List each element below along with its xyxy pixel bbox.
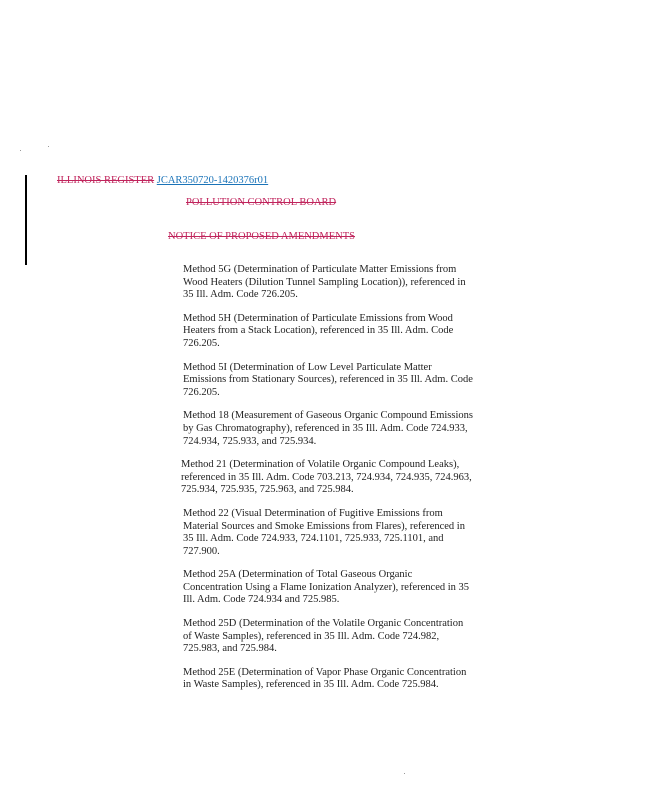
scan-speck xyxy=(48,146,49,147)
method-paragraph-5i: Method 5I (Determination of Low Level Particulate Matter Emissions from Stationary Sources), referenced in 35 Ill. Adm. Code 726.205. xyxy=(183,361,473,398)
scan-speck xyxy=(20,150,21,151)
method-paragraph-25d: Method 25D (Determination of the Volatile Organic Concentration of Waste Samples), referenced in 35 Ill. Adm. Code 724.982, 725.983, and 725.984. xyxy=(183,618,464,655)
method-list xyxy=(183,264,473,703)
method-paragraph-22: Method 22 (Visual Determination of Fugitive Emissions from Material Sources and Smoke Emissions from Flares), referenced in 35 Ill. Adm. Code 724.933, 724.1101, 725.933, 725.1101, and 727.900. xyxy=(183,507,465,557)
method-paragraph-25a: Method 25A (Determination of Total Gaseous Organic Concentration Using a Flame Ionization Analyzer), referenced in 35 Ill. Adm. Code 724.934 and 725.985. xyxy=(183,569,470,606)
register-id-inserted: JCAR350720-1420376r01 xyxy=(156,175,269,186)
method-paragraph-5g: Method 5G (Determination of Particulate Matter Emissions from Wood Heaters (Dilution Tunnel Sampling Location)), referenced in 35 Ill. Adm. Code 726.205. xyxy=(183,264,466,301)
scan-speck xyxy=(404,773,405,774)
register-title-deleted: ILLINOIS REGISTER xyxy=(57,175,155,186)
method-paragraph-21: Method 21 (Determination of Volatile Organic Compound Leaks), referenced in 35 Ill. Adm. Code 703.213, 724.934, 724.935, 724.963, 725.934, 725.935, 725.963, and 725.984. xyxy=(181,459,472,496)
revision-change-bar xyxy=(25,175,27,265)
method-paragraph-25e: Method 25E (Determination of Vapor Phase Organic Concentration in Waste Samples), referenced in 35 Ill. Adm. Code 725.984. xyxy=(183,666,467,691)
method-paragraph-18: Method 18 (Measurement of Gaseous Organic Compound Emissions by Gas Chromatography), referenced in 35 Ill. Adm. Code 724.933, 724.934, 725.933, and 725.934. xyxy=(183,410,473,447)
method-paragraph-5h: Method 5H (Determination of Particulate Emissions from Wood Heaters from a Stack Location), referenced in 35 Ill. Adm. Code 726.205. xyxy=(183,312,454,349)
notice-title-deleted: NOTICE OF PROPOSED AMENDMENTS xyxy=(168,231,355,242)
register-header xyxy=(57,175,268,186)
board-title-deleted: POLLUTION CONTROL BOARD xyxy=(186,197,337,208)
